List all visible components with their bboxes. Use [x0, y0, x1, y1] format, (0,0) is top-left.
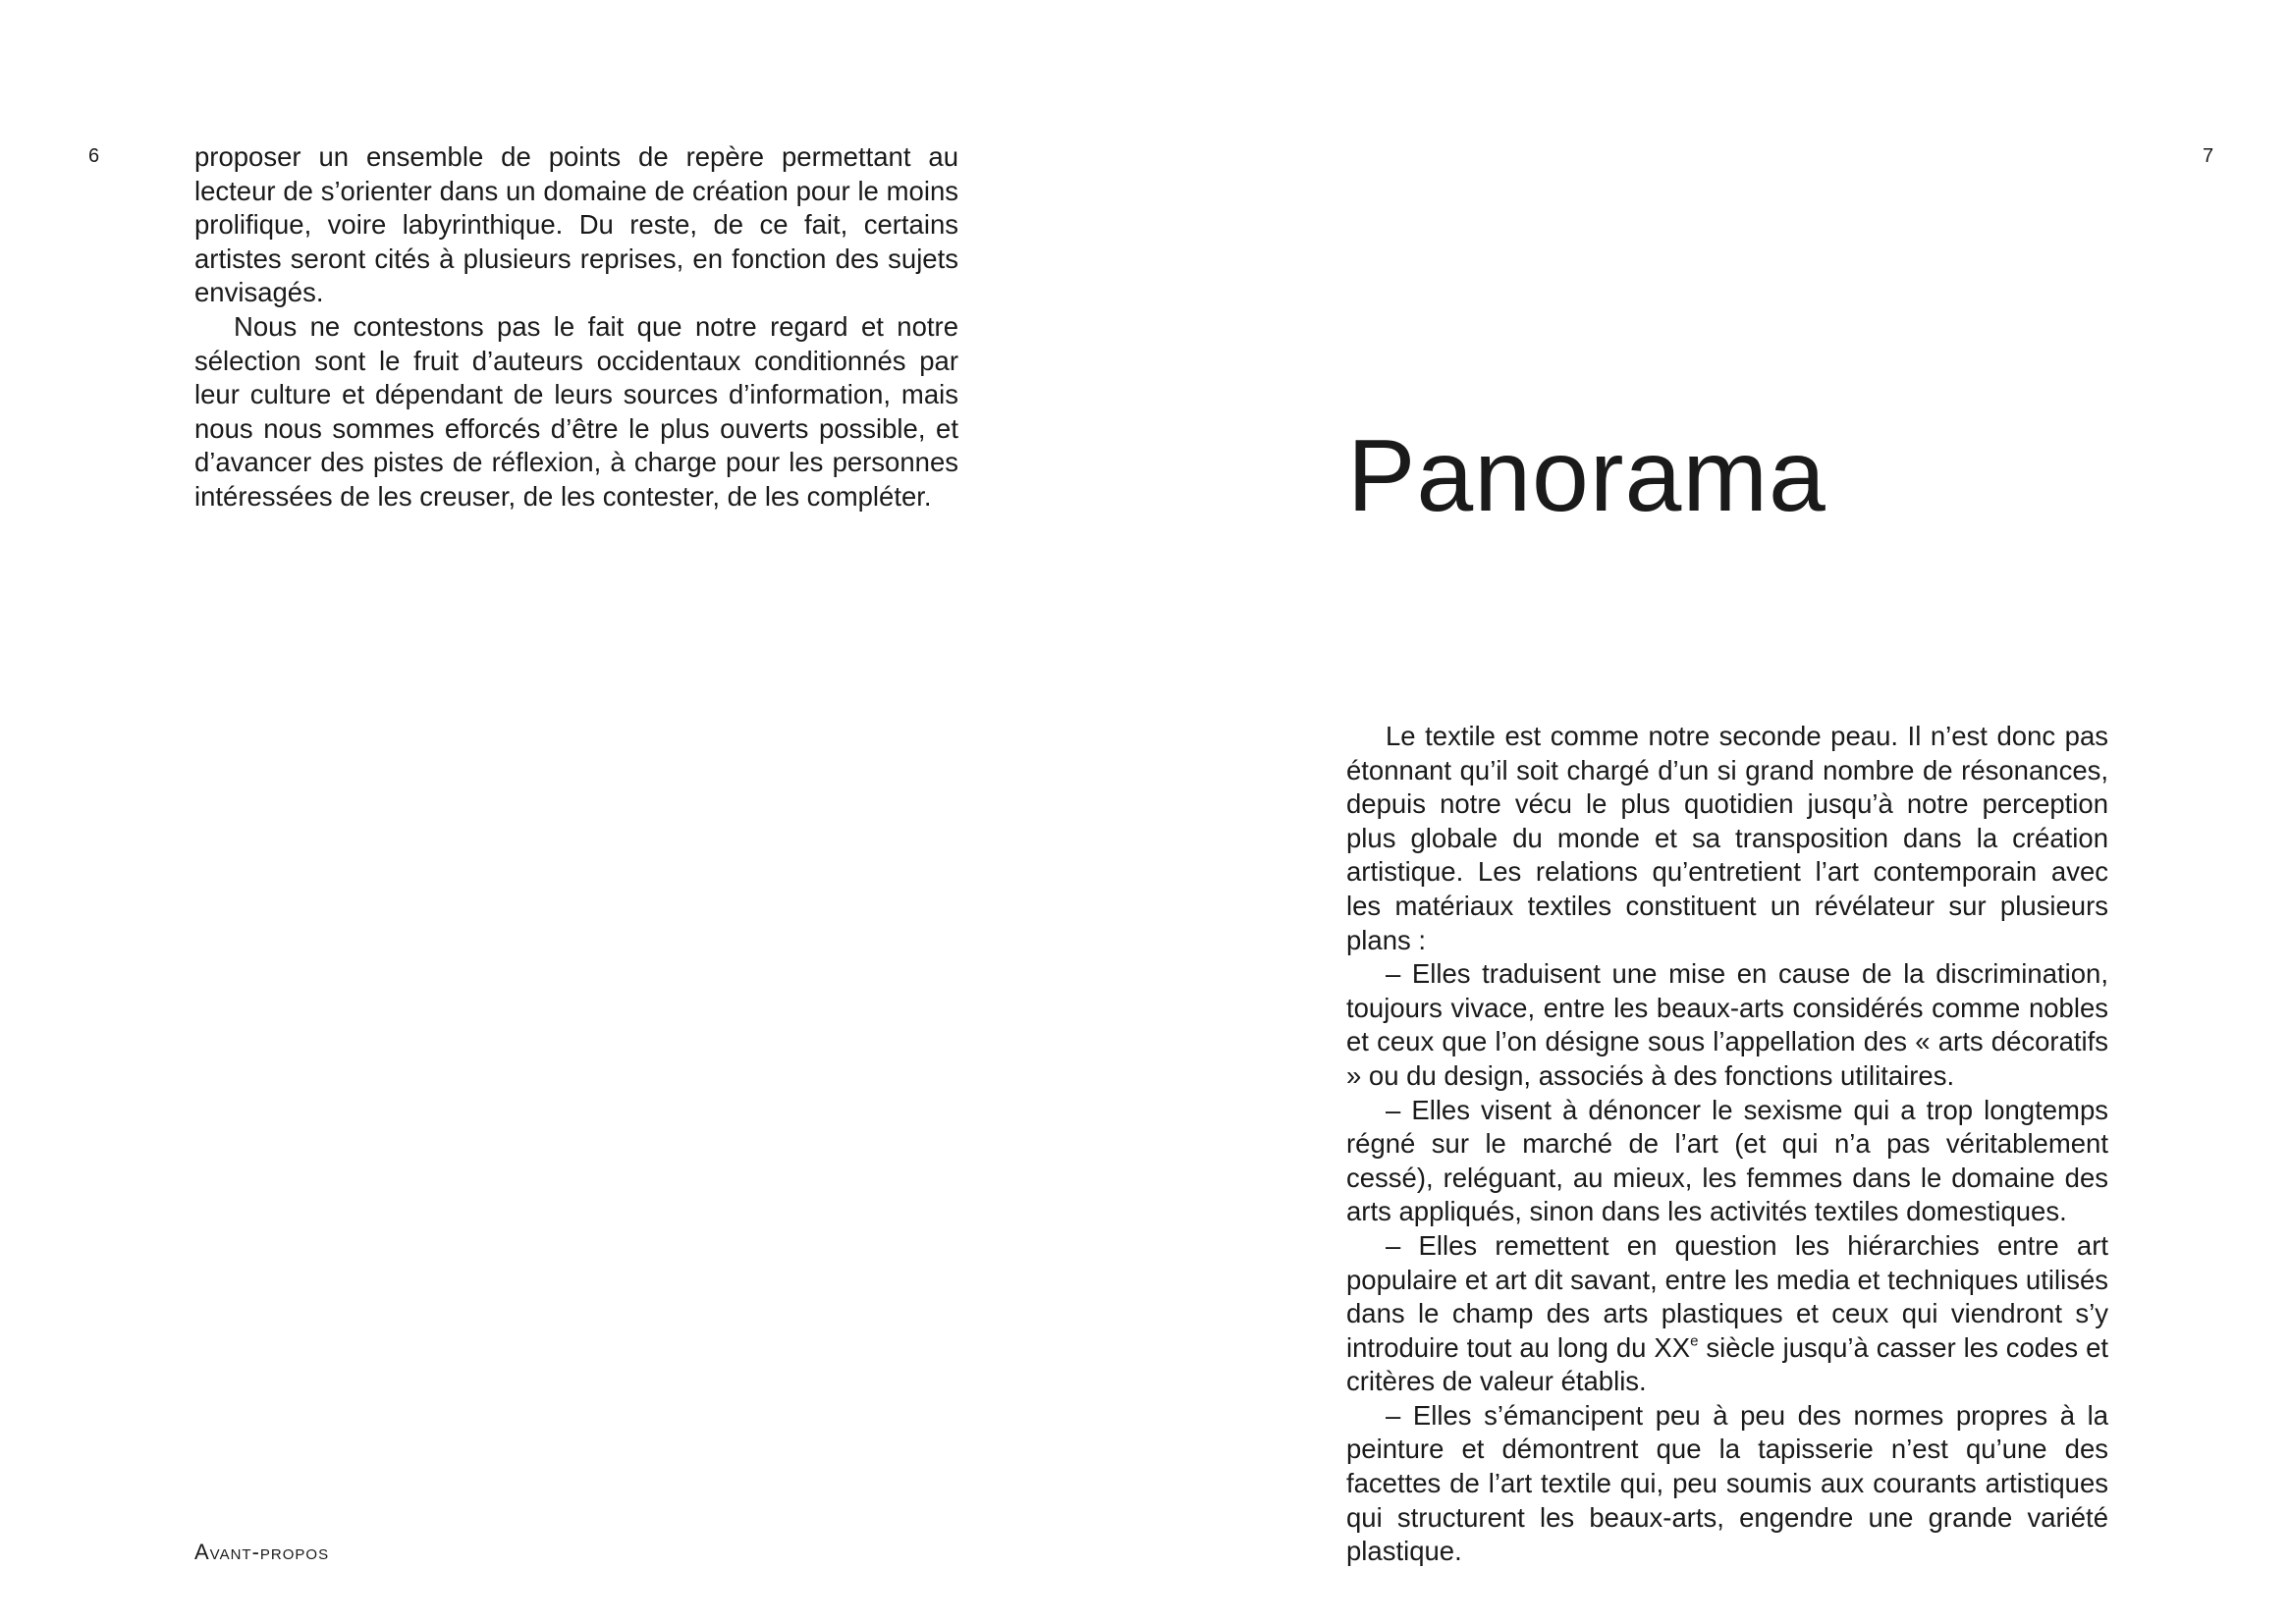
left-page-body [194, 140, 958, 514]
body-paragraph: proposer un ensemble de points de repère permettant au lecteur de s’orienter dans un domaine de création pour le moins prolifique, voire labyrinthique. Du reste, de ce fait, certains artistes seront cités à plusieurs reprises, en fonction des sujets envisagés. [194, 141, 958, 308]
list-paragraph [1346, 1229, 2108, 1399]
list-paragraph: – Elles s’émancipent peu à peu des normes propres à la peinture et démontrent que la tapisserie n’est qu’une des facettes de l’art textile qui, peu soumis aux courants artistiques qui structurent les beaux-arts, engendre une grande variété plastique. [1346, 1399, 2108, 1567]
century-superscript: e [1690, 1332, 1699, 1350]
list-paragraph: – Elles traduisent une mise en cause de la discrimination, toujours vivace, entre les beaux-arts considérés comme nobles et ceux que l’on désigne sous l’appellation des « arts décoratifs » ou du design, associés à des fonctions utilitaires. [1346, 958, 2108, 1091]
page-number-right: 7 [2203, 145, 2214, 167]
list-paragraph: – Elles visent à dénoncer le sexisme qui a trop longtemps régné sur le marché de l’art (et qui n’a pas véritablement cessé), reléguant, au mieux, les femmes dans le domaine des arts appliqués, sinon dans les activités textiles domestiques. [1346, 1094, 2108, 1227]
right-page [1144, 0, 2289, 1624]
left-page [0, 0, 1144, 1624]
paragraph-text-before-century: – Elles remettent en question les hiérarchies entre art populaire et art dit savant, entre les media et techniques utilisés dans le champ des arts plastiques et ceux qui viendront s’y introduire tout au long du XX [1346, 1229, 2108, 1363]
paragraph-text-after-century: siècle jusqu’à casser les codes et critères de valeur établis. [1346, 1331, 2109, 1397]
right-page-body [1346, 720, 2108, 1569]
running-footer: Avant-propos [194, 1540, 330, 1564]
body-paragraph: Le textile est comme notre seconde peau. Il n’est donc pas étonnant qu’il soit chargé d’un si grand nombre de résonances, depuis notre vécu le plus quotidien jusqu’à notre perception plus globale du monde et sa transposition dans la création artistique. Les relations qu’entretient l’art contemporain avec les matériaux textiles constituent un révélateur sur plusieurs plans : [1346, 721, 2108, 955]
page-number-left: 6 [88, 145, 100, 167]
body-paragraph: Nous ne contestons pas le fait que notre regard et notre sélection sont le fruit d’auteurs occidentaux conditionnés par leur culture et dépendant de leurs sources d’information, mais nous nous sommes efforcés d’être le plus ouverts possible, et d’avancer des pistes de réflexion, à charge pour les personnes intéressées de les creuser, de les contester, de les compléter. [194, 310, 958, 512]
chapter-title: Panorama [1347, 419, 1826, 533]
